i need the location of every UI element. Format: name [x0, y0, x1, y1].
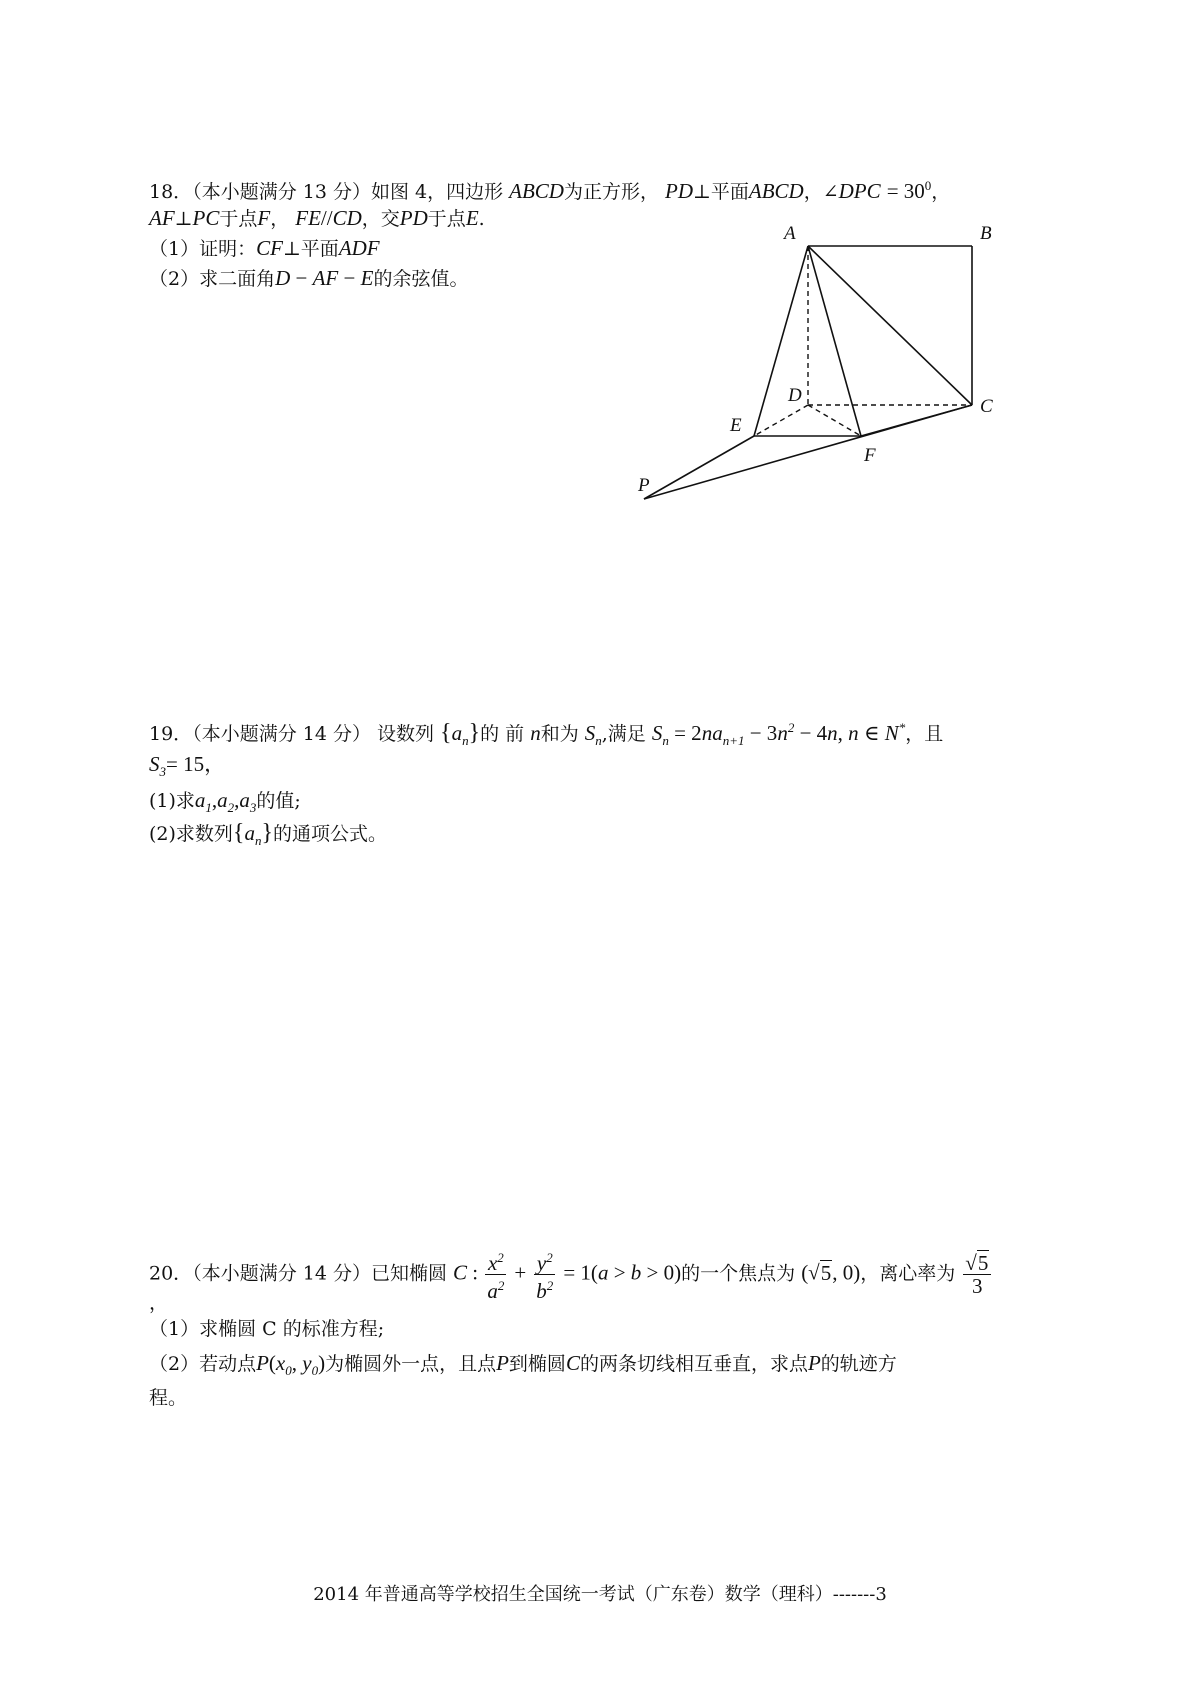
q18-text: ⊥ [174, 208, 193, 230]
q18-math: ABCD [509, 179, 564, 203]
q19-part2-tail: 的通项公式。 [272, 823, 387, 845]
q18-part2: （2）求二面角D − AF − E的余弦值。 [149, 266, 469, 290]
q19-line1: 19．（本小题满分 14 分） 设数列 $\{a_n\}$的 前 n和为 $S_n$,满足 $S_n = 2na_{n+1} - 3n^2 - 4n$, n ∈ N*，且 [149, 720, 944, 749]
q18-math: D [275, 266, 291, 290]
q18-text: 为正方形， [563, 181, 659, 203]
q18-math: PD [399, 206, 428, 230]
q20-frac-x: $\frac{x^2}{a^2}$ [485, 1247, 506, 1302]
q18-math: AF [149, 206, 175, 230]
page-footer: 2014 年普通高等学校招生全国统一考试（广东卷）数学（理科）-------3 [313, 1584, 887, 1605]
vertex-label-d: D [788, 385, 802, 406]
q19-header: （本小题满分 14 分） 设数列 [192, 723, 434, 745]
q18-math: CD [332, 206, 362, 230]
q19-part1-label: (1)求 [149, 790, 195, 812]
q18-math: E [360, 266, 374, 290]
q19-part2: (2)求数列$\{a_n\}$的通项公式。 [149, 820, 387, 849]
q18-text: ，∠ [803, 181, 839, 203]
q20-eccentricity: $\frac{√5}{3}$ [963, 1252, 991, 1297]
q20-number: 20． [149, 1262, 193, 1285]
q18-part1-label: （1）证明： [149, 238, 257, 260]
q18-math: AF [312, 266, 339, 290]
q18-text: ⊥平面 [282, 238, 339, 260]
q18-math: PC [192, 206, 220, 230]
q19-text: 的 前 [480, 723, 525, 745]
edge-AE [754, 246, 808, 436]
q18-math: F [257, 206, 271, 230]
edge-AF [808, 246, 861, 436]
q20-header: （本小题满分 14 分）已知椭圆 [192, 1262, 447, 1285]
q18-text: ⊥平面 [693, 181, 749, 203]
q18-text: ，交 [361, 208, 400, 230]
q19-number: 19． [149, 723, 193, 745]
q20-part1: （1）求椭圆 C 的标准方程; [149, 1318, 385, 1340]
q19-part1-tail: 的值; [256, 790, 301, 812]
q19-recurrence: $S_n = 2na_{n+1} - 3n^2 - 4n$, n ∈ N* [651, 720, 906, 749]
q19-part2-label: (2)求数列 [149, 823, 233, 845]
q18-text: // [320, 206, 333, 230]
vertex-label-f: F [864, 445, 876, 466]
q19-text: ,满足 [601, 723, 646, 745]
q18-math: CF [256, 236, 283, 260]
q18-line1: 18．（本小题满分 13 分）如图 4，四边形 ABCD为正方形， PD⊥平面ABCD，∠DPC = $30^0$， [149, 178, 951, 203]
q18-text: 于点 [219, 208, 258, 230]
q18-line2: AF⊥PC于点F， FE//CD，交PD于点E. [149, 206, 485, 230]
q20-line1: 20．（本小题满分 14 分）已知椭圆 C : $\frac{x^2}{a^2}$ + $\frac{y^2}{b^2}$ = 1(a > b > 0)的一个焦点为 (√5, 0)，离心率为 $\frac{√5}{3}$ [149, 1247, 993, 1302]
vertex-label-c: C [980, 396, 993, 417]
edge-AC [808, 246, 972, 405]
q20-frac-y: $\frac{y^2}{b^2}$ [534, 1247, 555, 1302]
q19-text: ，且 [905, 723, 944, 745]
q18-math: FE [295, 206, 321, 230]
edge-PE [644, 436, 754, 499]
q18-angle-value: = $30^0$ [886, 178, 932, 203]
q20-part2-cont: 程。 [149, 1387, 188, 1409]
q20-comma-line: ， [149, 1292, 169, 1314]
q18-text: 于点 [427, 208, 466, 230]
q18-math: PD [665, 179, 694, 203]
q18-part2-label: （2）求二面角 [149, 268, 276, 290]
vertex-label-e: E [730, 415, 742, 436]
q18-number: 18． [149, 181, 193, 203]
vertex-label-a: A [784, 225, 796, 244]
q19-text: 和为 [540, 723, 579, 745]
q19-s3-value: = 15， [166, 752, 226, 776]
q19-part1: (1)求$a_1,a_2,a_3$的值; [149, 788, 301, 816]
q20-text: 的一个焦点为 [681, 1262, 796, 1285]
q18-math: E [465, 206, 479, 230]
q20-part2: （2）若动点$P(x_0$, $y_0$)为椭圆外一点，且点P到椭圆C的两条切线相互垂直，求点P的轨迹方 [149, 1351, 897, 1379]
edge-PC [644, 405, 972, 499]
q18-math: DPC [838, 179, 881, 203]
q18-math: ABCD [748, 179, 804, 203]
q18-header: （本小题满分 13 分）如图 4，四边形 [192, 181, 504, 203]
q18-math: ADF [338, 236, 380, 260]
q20-text: ，离心率为 [860, 1262, 956, 1285]
q19-line2: $S_3= 15$， [149, 752, 226, 780]
vertex-label-p: P [638, 475, 650, 496]
q18-part1 [149, 235, 380, 262]
q18-part2-tail: 的余弦值。 [373, 268, 469, 290]
vertex-label-b: B [980, 225, 992, 244]
figure-4-diagram [620, 225, 1000, 515]
